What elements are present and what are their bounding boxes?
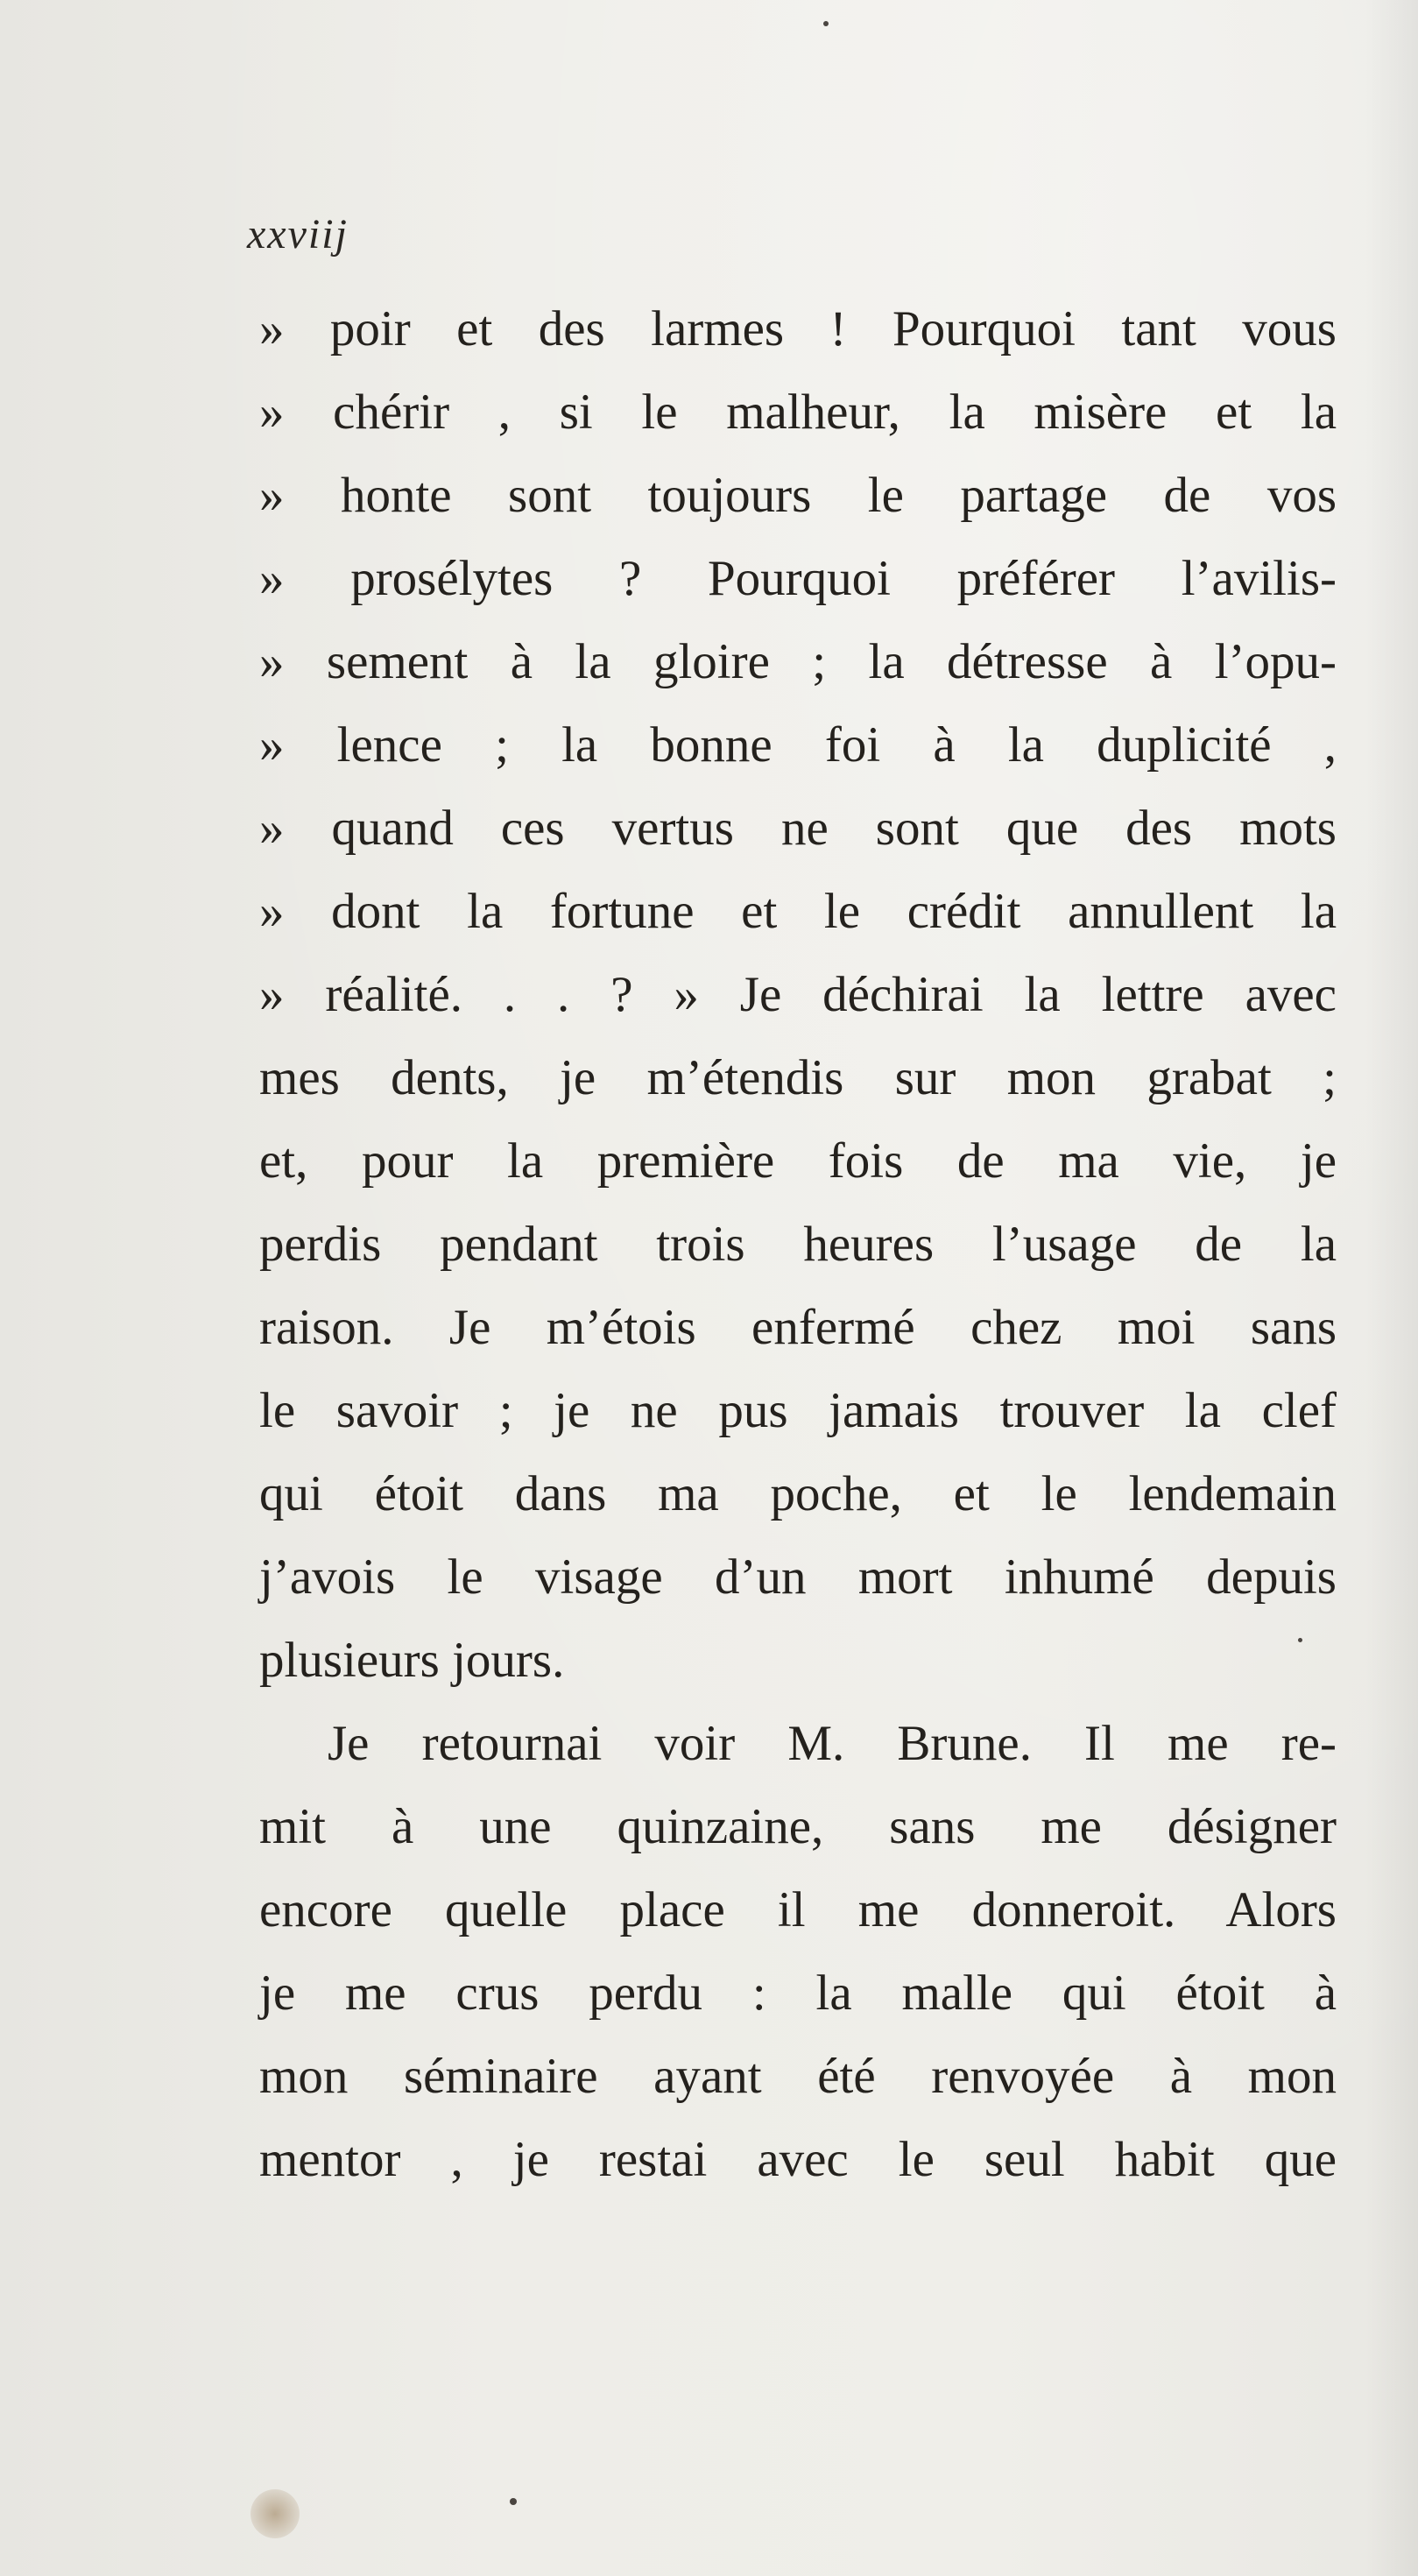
- text-line: » sement à la gloire ; la détresse à l’opu-: [259, 634, 1337, 689]
- body-text: [259, 287, 1337, 2201]
- paragraph-start-line: Je retournai voir M. Brune. Il me re-: [328, 1716, 1337, 1771]
- text-line: mes dents, je m’étendis sur mon grabat ;: [259, 1050, 1337, 1105]
- text-line: mit à une quinzaine, sans me désigner: [259, 1799, 1337, 1854]
- paper-speck: [510, 2498, 517, 2505]
- text-line: le savoir ; je ne pus jamais trouver la clef: [259, 1383, 1337, 1438]
- text-line: » chérir , si le malheur, la misère et la: [259, 385, 1337, 440]
- text-line: j’avois le visage d’un mort inhumé depuis: [259, 1549, 1337, 1605]
- text-line: » poir et des larmes ! Pourquoi tant vous: [259, 301, 1337, 356]
- text-line: » quand ces vertus ne sont que des mots: [259, 801, 1337, 856]
- text-line: » lence ; la bonne foi à la duplicité ,: [259, 717, 1337, 773]
- text-line: et, pour la première fois de ma vie, je: [259, 1133, 1337, 1189]
- paper-speck: [1298, 1638, 1302, 1642]
- paragraph-end-line: plusieurs jours.: [259, 1633, 565, 1688]
- text-line: mentor , je restai avec le seul habit que: [259, 2132, 1337, 2187]
- foxing-stain: [250, 2489, 300, 2538]
- text-line: encore quelle place il me donneroit. Alors: [259, 1882, 1337, 1937]
- text-line: raison. Je m’étois enfermé chez moi sans: [259, 1300, 1337, 1355]
- text-line: perdis pendant trois heures l’usage de la: [259, 1217, 1337, 1272]
- text-line: » réalité. . . ? » Je déchirai la lettre avec: [259, 967, 1337, 1022]
- text-line: je me crus perdu : la malle qui étoit à: [259, 1966, 1337, 2021]
- text-line: qui étoit dans ma poche, et le lendemain: [259, 1466, 1337, 1521]
- text-line: mon séminaire ayant été renvoyée à mon: [259, 2049, 1337, 2104]
- text-line: » dont la fortune et le crédit annullent la: [259, 884, 1337, 939]
- page-number: xxviij: [247, 211, 349, 258]
- page-edge-shadow: [1365, 0, 1418, 2576]
- paper-speck: [823, 21, 829, 26]
- text-line: » prosélytes ? Pourquoi préférer l’avilis-: [259, 551, 1337, 606]
- text-line: » honte sont toujours le partage de vos: [259, 468, 1337, 523]
